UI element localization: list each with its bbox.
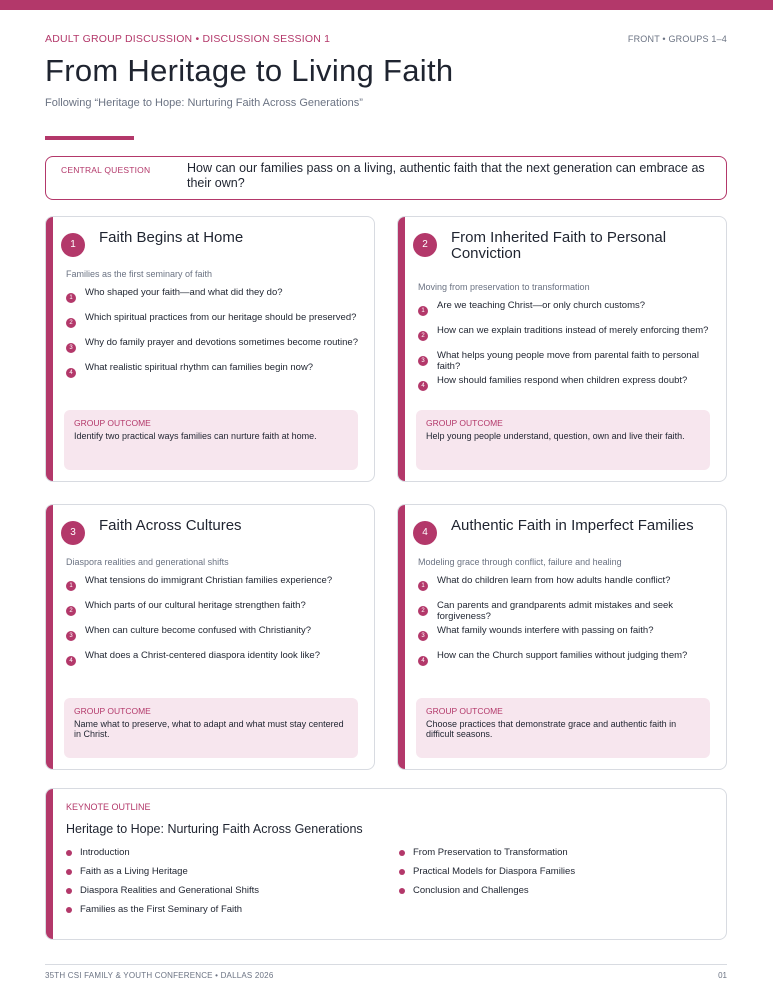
keynote-outline-box xyxy=(45,788,727,940)
bullet-dot-icon xyxy=(399,888,405,894)
question-number: 3 xyxy=(66,343,76,353)
question-number: 3 xyxy=(418,631,428,641)
bullet-dot-icon xyxy=(66,869,72,875)
question-text: Which parts of our cultural heritage strengthen faith? xyxy=(85,600,306,611)
question-number: 4 xyxy=(418,381,428,391)
question-number: 2 xyxy=(418,606,428,616)
bullet-dot-icon xyxy=(399,850,405,856)
question-text: What does a Christ-centered diaspora identity look like? xyxy=(85,650,320,661)
keynote-item xyxy=(66,885,259,904)
question-text: Why do family prayer and devotions sometimes become routine? xyxy=(85,337,358,348)
accent-divider xyxy=(45,136,134,140)
bullet-dot-icon xyxy=(66,907,72,913)
question-number: 4 xyxy=(66,656,76,666)
question-item xyxy=(66,287,361,312)
question-number: 1 xyxy=(66,293,76,303)
question-text: How can we explain traditions instead of merely enforcing them? xyxy=(437,325,709,336)
central-question-box xyxy=(45,156,727,200)
group-number-badge: 2 xyxy=(413,233,437,257)
keynote-item-text: Introduction xyxy=(80,847,130,858)
group-number-badge: 1 xyxy=(61,233,85,257)
question-item xyxy=(66,312,361,337)
group-outcome-label: GROUP OUTCOME xyxy=(74,706,151,716)
footer-divider xyxy=(45,964,727,965)
keynote-title: Heritage to Hope: Nurturing Faith Across Generations xyxy=(66,822,363,836)
group-outcome-label: GROUP OUTCOME xyxy=(74,418,151,428)
group-subtitle: Modeling grace through conflict, failure and healing xyxy=(418,557,622,567)
page-number: 01 xyxy=(718,971,727,980)
question-text: What realistic spiritual rhythm can families begin now? xyxy=(85,362,314,373)
keynote-item-text: From Preservation to Transformation xyxy=(413,847,568,858)
question-item xyxy=(66,362,361,387)
group-outcome-box xyxy=(416,698,710,758)
question-text: What helps young people move from parental faith to personal faith? xyxy=(437,350,699,372)
footer-conference-label: 35TH CSI FAMILY & YOUTH CONFERENCE • DALLAS 2026 xyxy=(45,971,274,980)
question-text: Who shaped your faith—and what did they do? xyxy=(85,287,283,298)
group-subtitle: Diaspora realities and generational shifts xyxy=(66,557,229,567)
question-list xyxy=(418,575,713,675)
question-text: Can parents and grandparents admit mistakes and seek forgiveness? xyxy=(437,600,674,622)
question-item xyxy=(418,300,713,325)
question-number: 4 xyxy=(66,368,76,378)
question-number: 2 xyxy=(418,331,428,341)
question-item xyxy=(418,575,713,600)
group-title: From Inherited Faith to Personal Conviction xyxy=(451,229,667,262)
question-item xyxy=(418,650,713,675)
group-outcome-box xyxy=(64,698,358,758)
group-outcome-text: Name what to preserve, what to adapt and what must stay centered in Christ. xyxy=(74,719,344,739)
question-text: How should families respond when children express doubt? xyxy=(437,375,688,386)
question-item xyxy=(66,650,361,675)
question-number: 2 xyxy=(66,318,76,328)
question-text: How can the Church support families without judging them? xyxy=(437,650,688,661)
keynote-list-left xyxy=(66,847,259,923)
question-number: 1 xyxy=(418,306,428,316)
group-subtitle: Moving from preservation to transformation xyxy=(418,282,590,292)
keynote-label: KEYNOTE OUTLINE xyxy=(66,802,151,812)
keynote-item xyxy=(399,885,575,904)
keynote-item-text: Diaspora Realities and Generational Shifts xyxy=(80,885,260,896)
group-card-4 xyxy=(397,504,727,770)
group-outcome-label: GROUP OUTCOME xyxy=(426,418,503,428)
top-accent-bar xyxy=(0,0,773,10)
question-text: Are we teaching Christ—or only church customs? xyxy=(437,300,646,311)
question-item xyxy=(418,350,713,375)
question-text: What do children learn from how adults handle conflict? xyxy=(437,575,671,586)
group-outcome-box xyxy=(64,410,358,470)
page-title: From Heritage to Living Faith xyxy=(45,53,454,88)
central-question-label: CENTRAL QUESTION xyxy=(61,165,151,175)
group-title: Authentic Faith in Imperfect Families xyxy=(451,517,694,534)
question-number: 2 xyxy=(66,606,76,616)
keynote-item-text: Practical Models for Diaspora Families xyxy=(413,866,576,877)
question-item xyxy=(418,325,713,350)
question-list xyxy=(418,300,713,400)
question-list xyxy=(66,575,361,675)
question-item xyxy=(418,600,713,625)
group-number-badge: 3 xyxy=(61,521,85,545)
question-number: 1 xyxy=(418,581,428,591)
question-number: 3 xyxy=(66,631,76,641)
group-outcome-text: Identify two practical ways families can nurture faith at home. xyxy=(74,431,317,441)
central-question-text: How can our families pass on a living, authentic faith that the next generation can embrace as their own? xyxy=(187,161,705,190)
question-text: Which spiritual practices from our heritage should be preserved? xyxy=(85,312,357,323)
eyebrow-label: ADULT GROUP DISCUSSION • DISCUSSION SESSION 1 xyxy=(45,33,331,45)
question-number: 1 xyxy=(66,581,76,591)
bullet-dot-icon xyxy=(399,869,405,875)
question-list xyxy=(66,287,361,387)
group-outcome-text: Choose practices that demonstrate grace and authentic faith in difficult seasons. xyxy=(426,719,677,739)
question-item xyxy=(66,337,361,362)
group-outcome-label: GROUP OUTCOME xyxy=(426,706,503,716)
question-item xyxy=(418,625,713,650)
page-subtitle: Following “Heritage to Hope: Nurturing Faith Across Generations” xyxy=(45,97,363,109)
group-subtitle: Families as the first seminary of faith xyxy=(66,269,213,279)
keynote-item xyxy=(66,904,259,923)
group-outcome-text: Help young people understand, question, own and live their faith. xyxy=(426,431,685,441)
keynote-item xyxy=(66,866,259,885)
keynote-item xyxy=(66,847,259,866)
bullet-dot-icon xyxy=(66,850,72,856)
group-number-badge: 4 xyxy=(413,521,437,545)
keynote-item-text: Conclusion and Challenges xyxy=(413,885,529,896)
group-outcome-box xyxy=(416,410,710,470)
question-item xyxy=(66,625,361,650)
keynote-item-text: Families as the First Seminary of Faith xyxy=(80,904,243,915)
group-card-2 xyxy=(397,216,727,482)
question-text: What tensions do immigrant Christian families experience? xyxy=(85,575,333,586)
keynote-list-right xyxy=(399,847,575,904)
group-card-3 xyxy=(45,504,375,770)
question-item xyxy=(66,600,361,625)
question-text: When can culture become confused with Christianity? xyxy=(85,625,312,636)
question-text: What family wounds interfere with passing on faith? xyxy=(437,625,654,636)
keynote-item xyxy=(399,847,575,866)
keynote-item-text: Faith as a Living Heritage xyxy=(80,866,188,877)
question-item xyxy=(418,375,713,400)
keynote-item xyxy=(399,866,575,885)
group-card-1 xyxy=(45,216,375,482)
group-title: Faith Across Cultures xyxy=(99,517,242,534)
group-title: Faith Begins at Home xyxy=(99,229,244,246)
question-item xyxy=(66,575,361,600)
question-number: 4 xyxy=(418,656,428,666)
question-number: 3 xyxy=(418,356,428,366)
corner-label: FRONT • GROUPS 1–4 xyxy=(627,34,727,44)
bullet-dot-icon xyxy=(66,888,72,894)
